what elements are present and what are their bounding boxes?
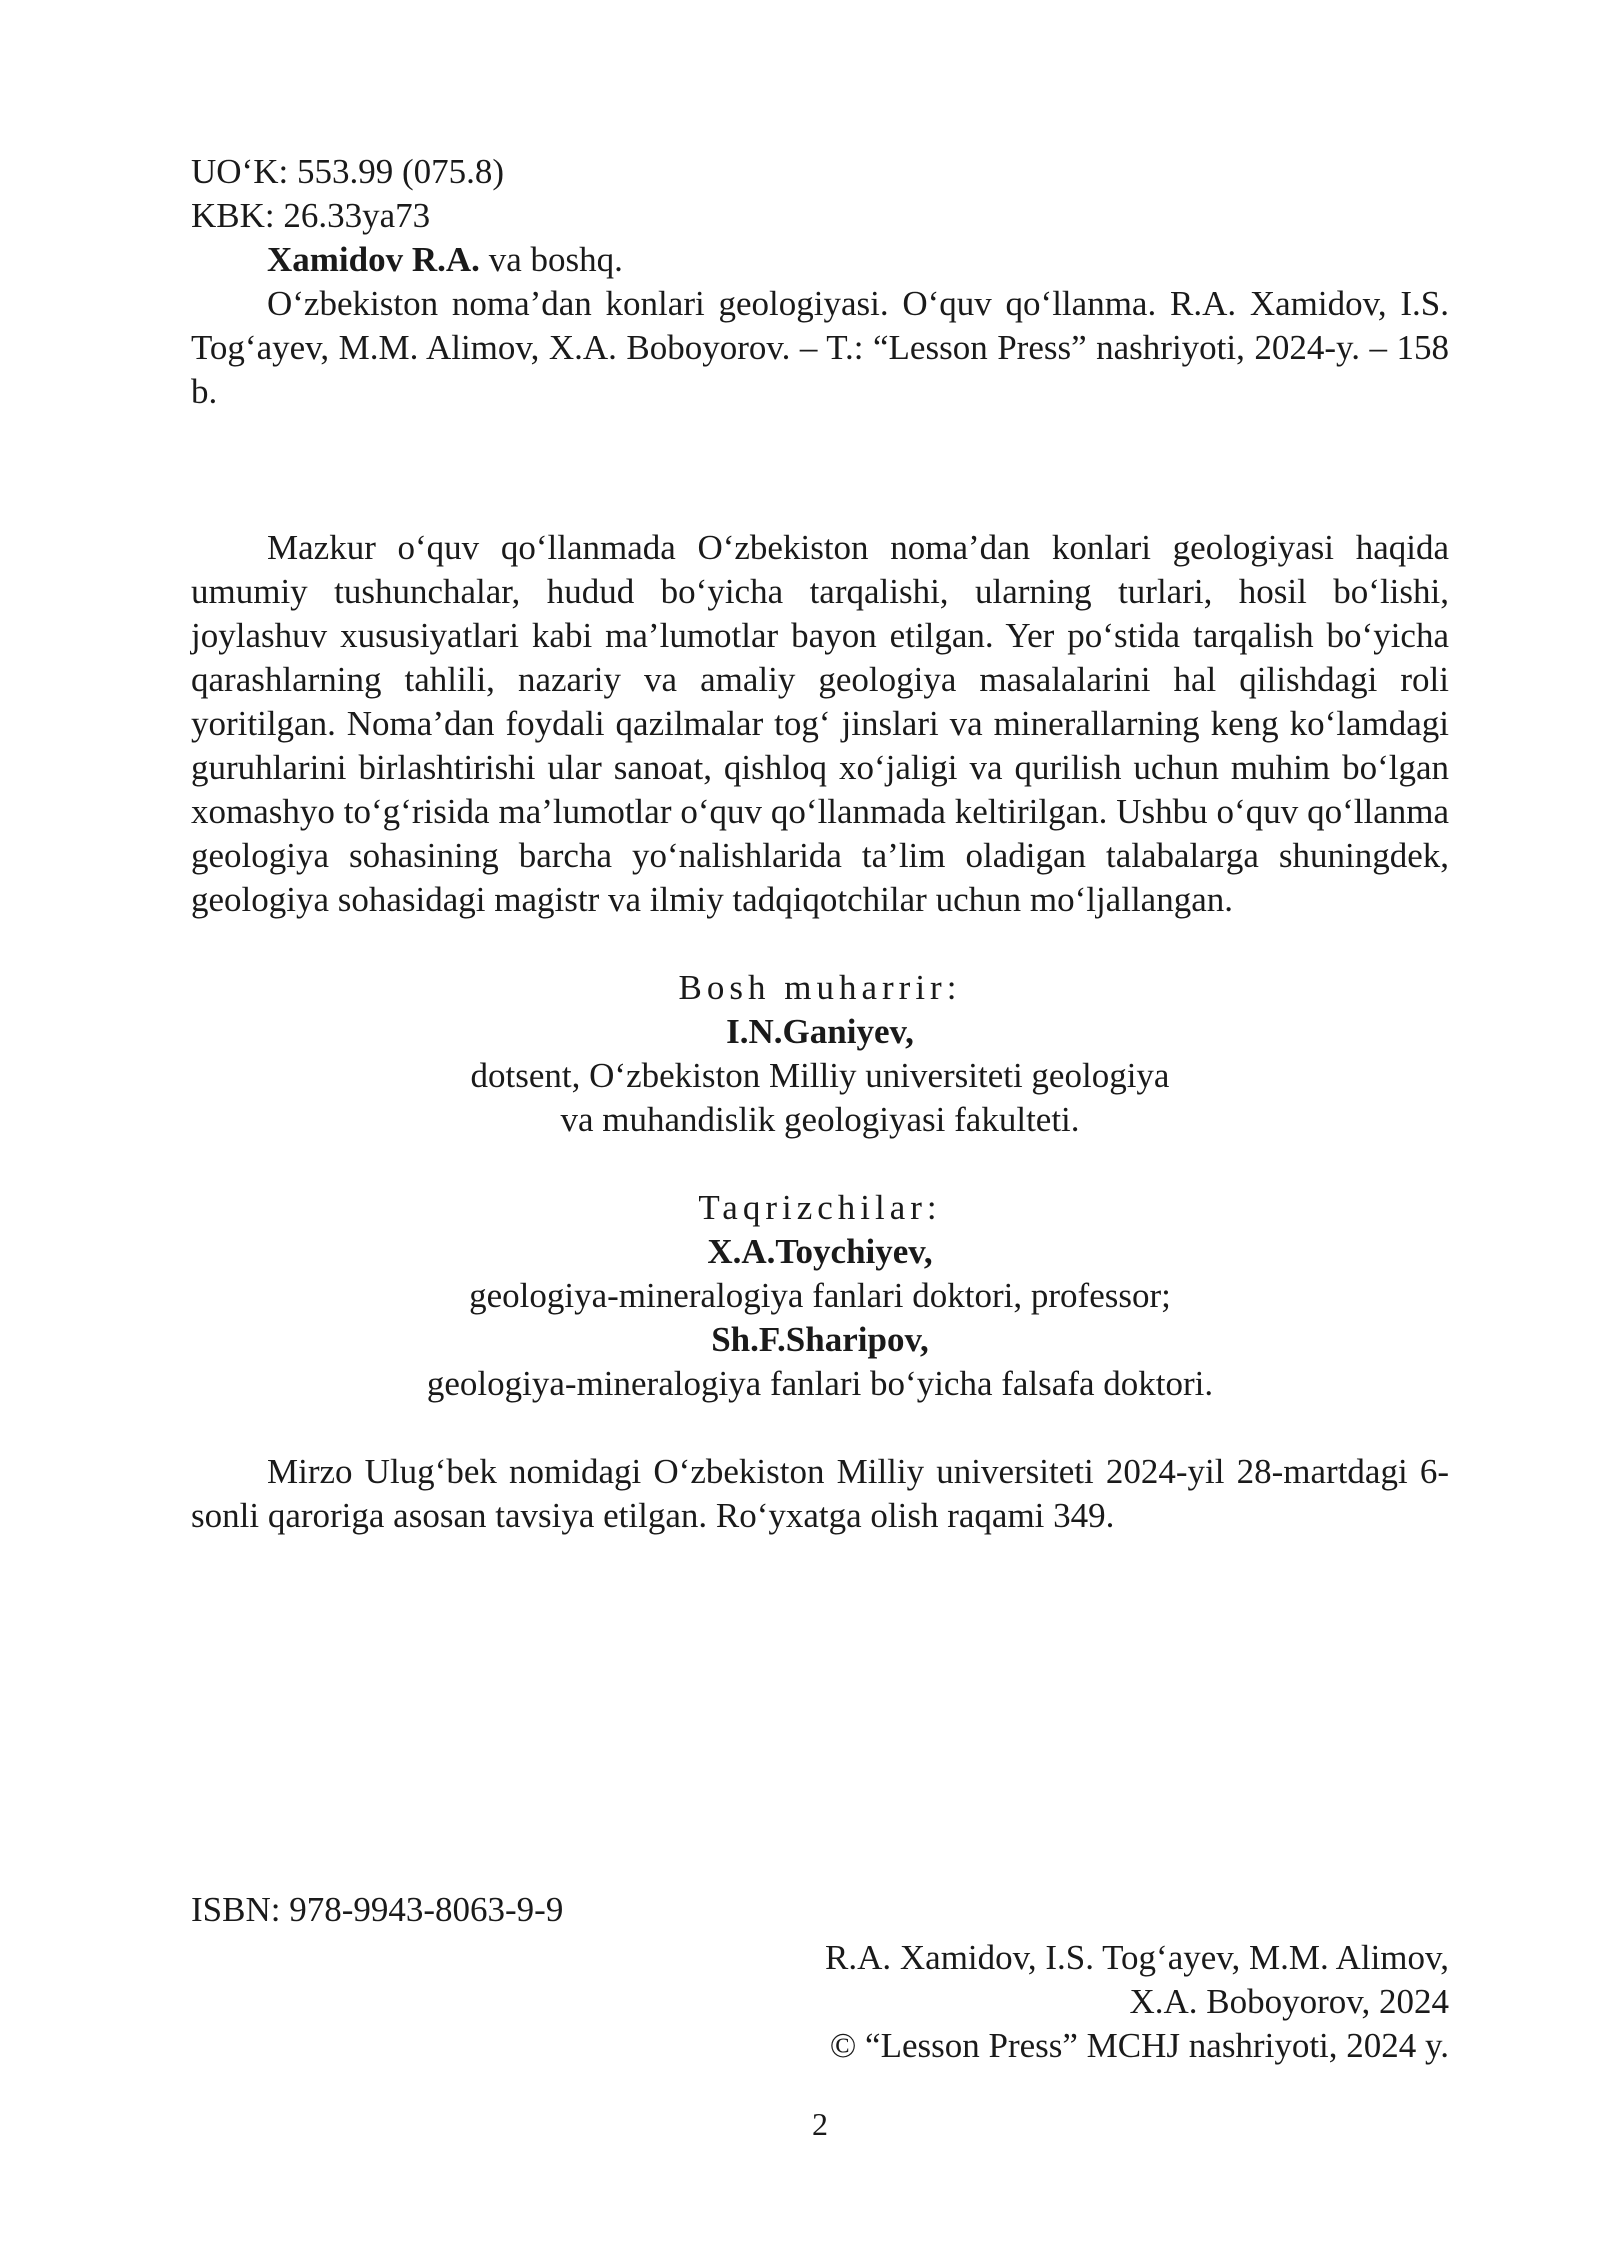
copyright-block [191, 1936, 1449, 2068]
kbk-code: KBK: 26.33ya73 [191, 196, 431, 235]
reviewer-name: Sh.F.Sharipov, [711, 1320, 929, 1359]
author-suffix: va boshq. [479, 240, 623, 279]
bibliographic-author [191, 238, 1449, 282]
approval-paragraph: Mirzo Ulug‘bek nomidagi O‘zbekiston Milliy universiteti 2024-yil 28-martdagi 6-sonli qaroriga asosan tavsiya etilgan. Ro‘yxatga olish raqami 349. [191, 1452, 1449, 1535]
reviewers-heading: Taqrizchilar: [698, 1188, 942, 1227]
page-number: 2 [812, 2106, 828, 2142]
reviewers-block [191, 1186, 1449, 1406]
udk-code: UO‘K: 553.99 (075.8) [191, 152, 505, 191]
isbn: ISBN: 978-9943-8063-9-9 [191, 1890, 564, 1929]
document-page [191, 150, 1449, 2200]
bibliographic-description: O‘zbekiston noma’dan konlari geologiyasi. O‘quv qo‘llanma. R.A. Xamidov, I.S. Tog‘ayev, M.M. Alimov, X.A. Boboyorov. – T.: “Lesson Press” nashriyoti, 2024-y. – 158 b. [191, 284, 1449, 411]
editor-heading: Bosh muharrir: [678, 968, 962, 1007]
abstract-paragraph: Mazkur o‘quv qo‘llanmada O‘zbekiston noma’dan konlari geologiyasi haqida umumiy tushunchalar, hudud bo‘yicha tarqalishi, ularning turlari, hosil bo‘lishi, joylashuv xususiyatlari kabi ma’lumotlar bayon etilgan. Yer po‘stida tarqalish bo‘yicha qarashlarning tahlili, nazariy va amaliy geologiya masalalarini hal qilishdagi roli yoritilgan. Noma’dan foydali qazilmalar tog‘ jinslari va minerallarning keng ko‘lamdagi guruhlarini birlashtirishi ular sanoat, qishloq xo‘jaligi va qurilish uchun muhim bo‘lgan xomashyo to‘g‘risida ma’lumotlar o‘quv qo‘llanmada keltirilgan. Ushbu o‘quv qo‘llanma geologiya sohasining barcha yo‘nalishlarida ta’lim oladigan talabalarga shuningdek, geologiya sohasidagi magistr va ilmiy tadqiqotchilar uchun mo‘ljallangan. [191, 528, 1449, 919]
editor-role-line2: va muhandislik geologiyasi fakulteti. [560, 1100, 1080, 1139]
copyright-line: X.A. Boboyorov, 2024 [1129, 1982, 1449, 2021]
copyright-line: © “Lesson Press” MCHJ nashriyoti, 2024 y. [829, 2026, 1449, 2065]
editor-name: I.N.Ganiyev, [726, 1012, 914, 1051]
author-name: Xamidov R.A. [267, 240, 480, 279]
editor-block [191, 966, 1449, 1142]
reviewer-role: geologiya-mineralogiya fanlari doktori, professor; [469, 1276, 1171, 1315]
reviewer-role: geologiya-mineralogiya fanlari bo‘yicha falsafa doktori. [426, 1364, 1214, 1403]
reviewer-name: X.A.Toychiyev, [707, 1232, 933, 1271]
editor-role-line1: dotsent, O‘zbekiston Milliy universiteti geologiya [470, 1056, 1170, 1095]
copyright-line: R.A. Xamidov, I.S. Tog‘ayev, M.M. Alimov, [825, 1938, 1449, 1977]
